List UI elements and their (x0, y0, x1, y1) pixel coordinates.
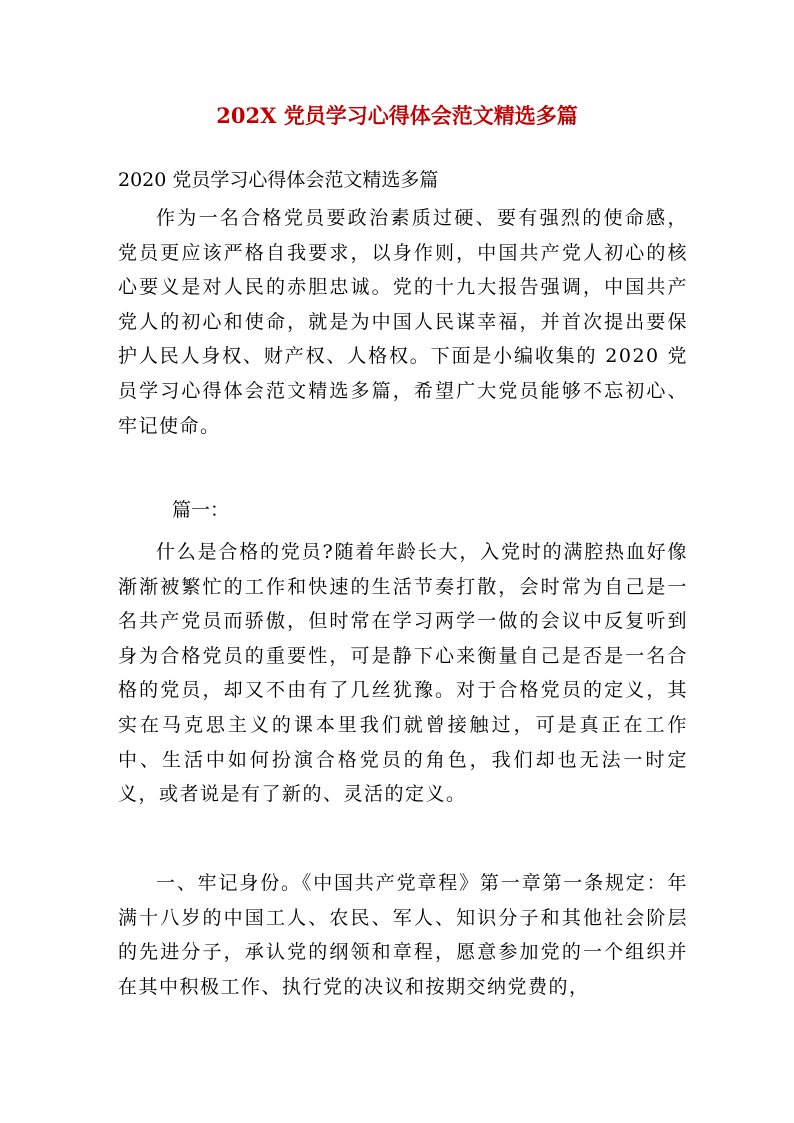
section-paragraph-1: 什么是合格的党员?随着年龄长大，入党时的满腔热血好像渐渐被繁忙的工作和快速的生活节奏打散，会时常为自己是一名共产党员而骄傲，但时常在学习两学一做的会议中反复听到身为合格党员的重要性，可是静下心来衡量自己是否是一名合格的党员，却又不由有了几丝犹豫。对于合格党员的定义，其实在马克思主义的课本里我们就曾接触过，可是真正在工作中、生活中如何扮演合格党员的角色，我们却也无法一时定义，或者说是有了新的、灵活的定义。 (118, 541, 688, 806)
document-subtitle: 2020 党员学习心得体会范文精选多篇 (118, 169, 439, 191)
section-heading: 篇一： (172, 499, 230, 521)
section-paragraph-2: 一、牢记身份。《中国共产党章程》第一章第一条规定：年满十八岁的中国工人、农民、军人、知识分子和其他社会阶层的先进分子，承认党的纲领和章程，愿意参加党的一个组织并在其中积极工作、执行党的决议和按期交纳党费的， (118, 872, 688, 998)
intro-paragraph: 作为一名合格党员要政治素质过硬、要有强烈的使命感，党员更应该严格自我要求，以身作则，中国共产党人初心的核心要义是对人民的赤胆忠诚。党的十九大报告强调，中国共产党人的初心和使命，就是为中国人民谋幸福，并首次提出要保护人民人身权、财产权、人格权。下面是小编收集的 2020 党员学习心得体会范文精选多篇，希望广大党员能够不忘初心、牢记使命。 (118, 207, 688, 437)
document-title: 202X 党员学习心得体会范文精选多篇 (216, 103, 578, 128)
